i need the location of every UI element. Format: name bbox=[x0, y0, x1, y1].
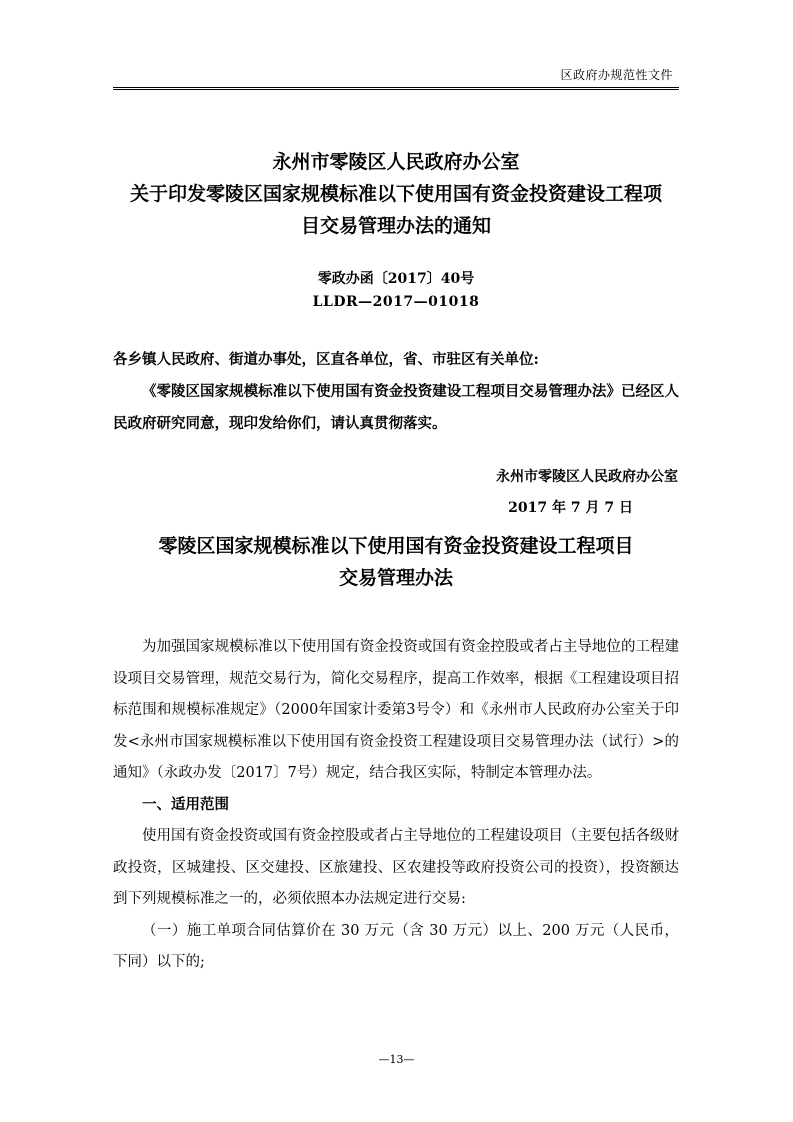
section-heading: 一、适用范围 bbox=[142, 796, 229, 813]
section-paragraph: 使用国有资金投资或国有资金控股或者占主导地位的工程建设项目（主要包括各级财政投资，区城建投、区交建投、区旅建投、区农建投等政府投资公司的投资），投资额达到下列规模标准之一的，必须依照本办法规定进行交易: bbox=[113, 828, 679, 907]
page-number: —13— bbox=[378, 1053, 415, 1066]
document-code: LLDR—2017—01018 bbox=[312, 294, 480, 310]
notice-title-line: 关于印发零陵区国家规模标准以下使用国有资金投资建设工程项 bbox=[129, 183, 662, 205]
signature-org: 永州市零陵区人民政府办公室 bbox=[496, 469, 678, 485]
measures-title-line: 零陵区国家规模标准以下使用国有资金投资建设工程项目 bbox=[158, 535, 634, 557]
list-item: （一）施工单项合同估算价在 30 万元（含 30 万元）以上、200 万元（人民币，下同）以下的; bbox=[113, 922, 679, 970]
measures-title-line: 交易管理办法 bbox=[338, 567, 453, 589]
intro-paragraph: 为加强国家规模标准以下使用国有资金投资或国有资金控股或者占主导地位的工程建设项目交易管理，规范交易行为，简化交易程序，提高工作效率，根据《工程建设项目招标范围和规模标准规定》（2000年国家计委第3号令）和《永州市人民政府办公室关于印发<永州市国家规模标准以下使用国有资金投资工程建设项目交易管理办法（试行）>的通知》（永政办发〔2017〕7号）规定，结合我区实际，特制定本管理办法。 bbox=[113, 639, 679, 781]
header-rule bbox=[113, 87, 679, 90]
measures-title bbox=[113, 530, 679, 594]
notice-body: 《零陵区国家规模标准以下使用国有资金投资建设工程项目交易管理办法》已经区人民政府研究同意，现印发给你们，请认真贯彻落实。 bbox=[113, 383, 679, 432]
page-header-label: 区政府办规范性文件 bbox=[560, 68, 673, 82]
notice-title bbox=[113, 146, 679, 242]
signature-date: 2017 年 7 月 7 日 bbox=[508, 500, 633, 516]
document-number: 零政办函〔2017〕40号 bbox=[317, 271, 475, 287]
addressee: 各乡镇人民政府、街道办事处，区直各单位，省、市驻区有关单位: bbox=[113, 351, 539, 368]
notice-title-line: 目交易管理办法的通知 bbox=[300, 215, 491, 237]
notice-title-line: 永州市零陵区人民政府办公室 bbox=[272, 151, 520, 173]
measures-content bbox=[113, 632, 679, 979]
